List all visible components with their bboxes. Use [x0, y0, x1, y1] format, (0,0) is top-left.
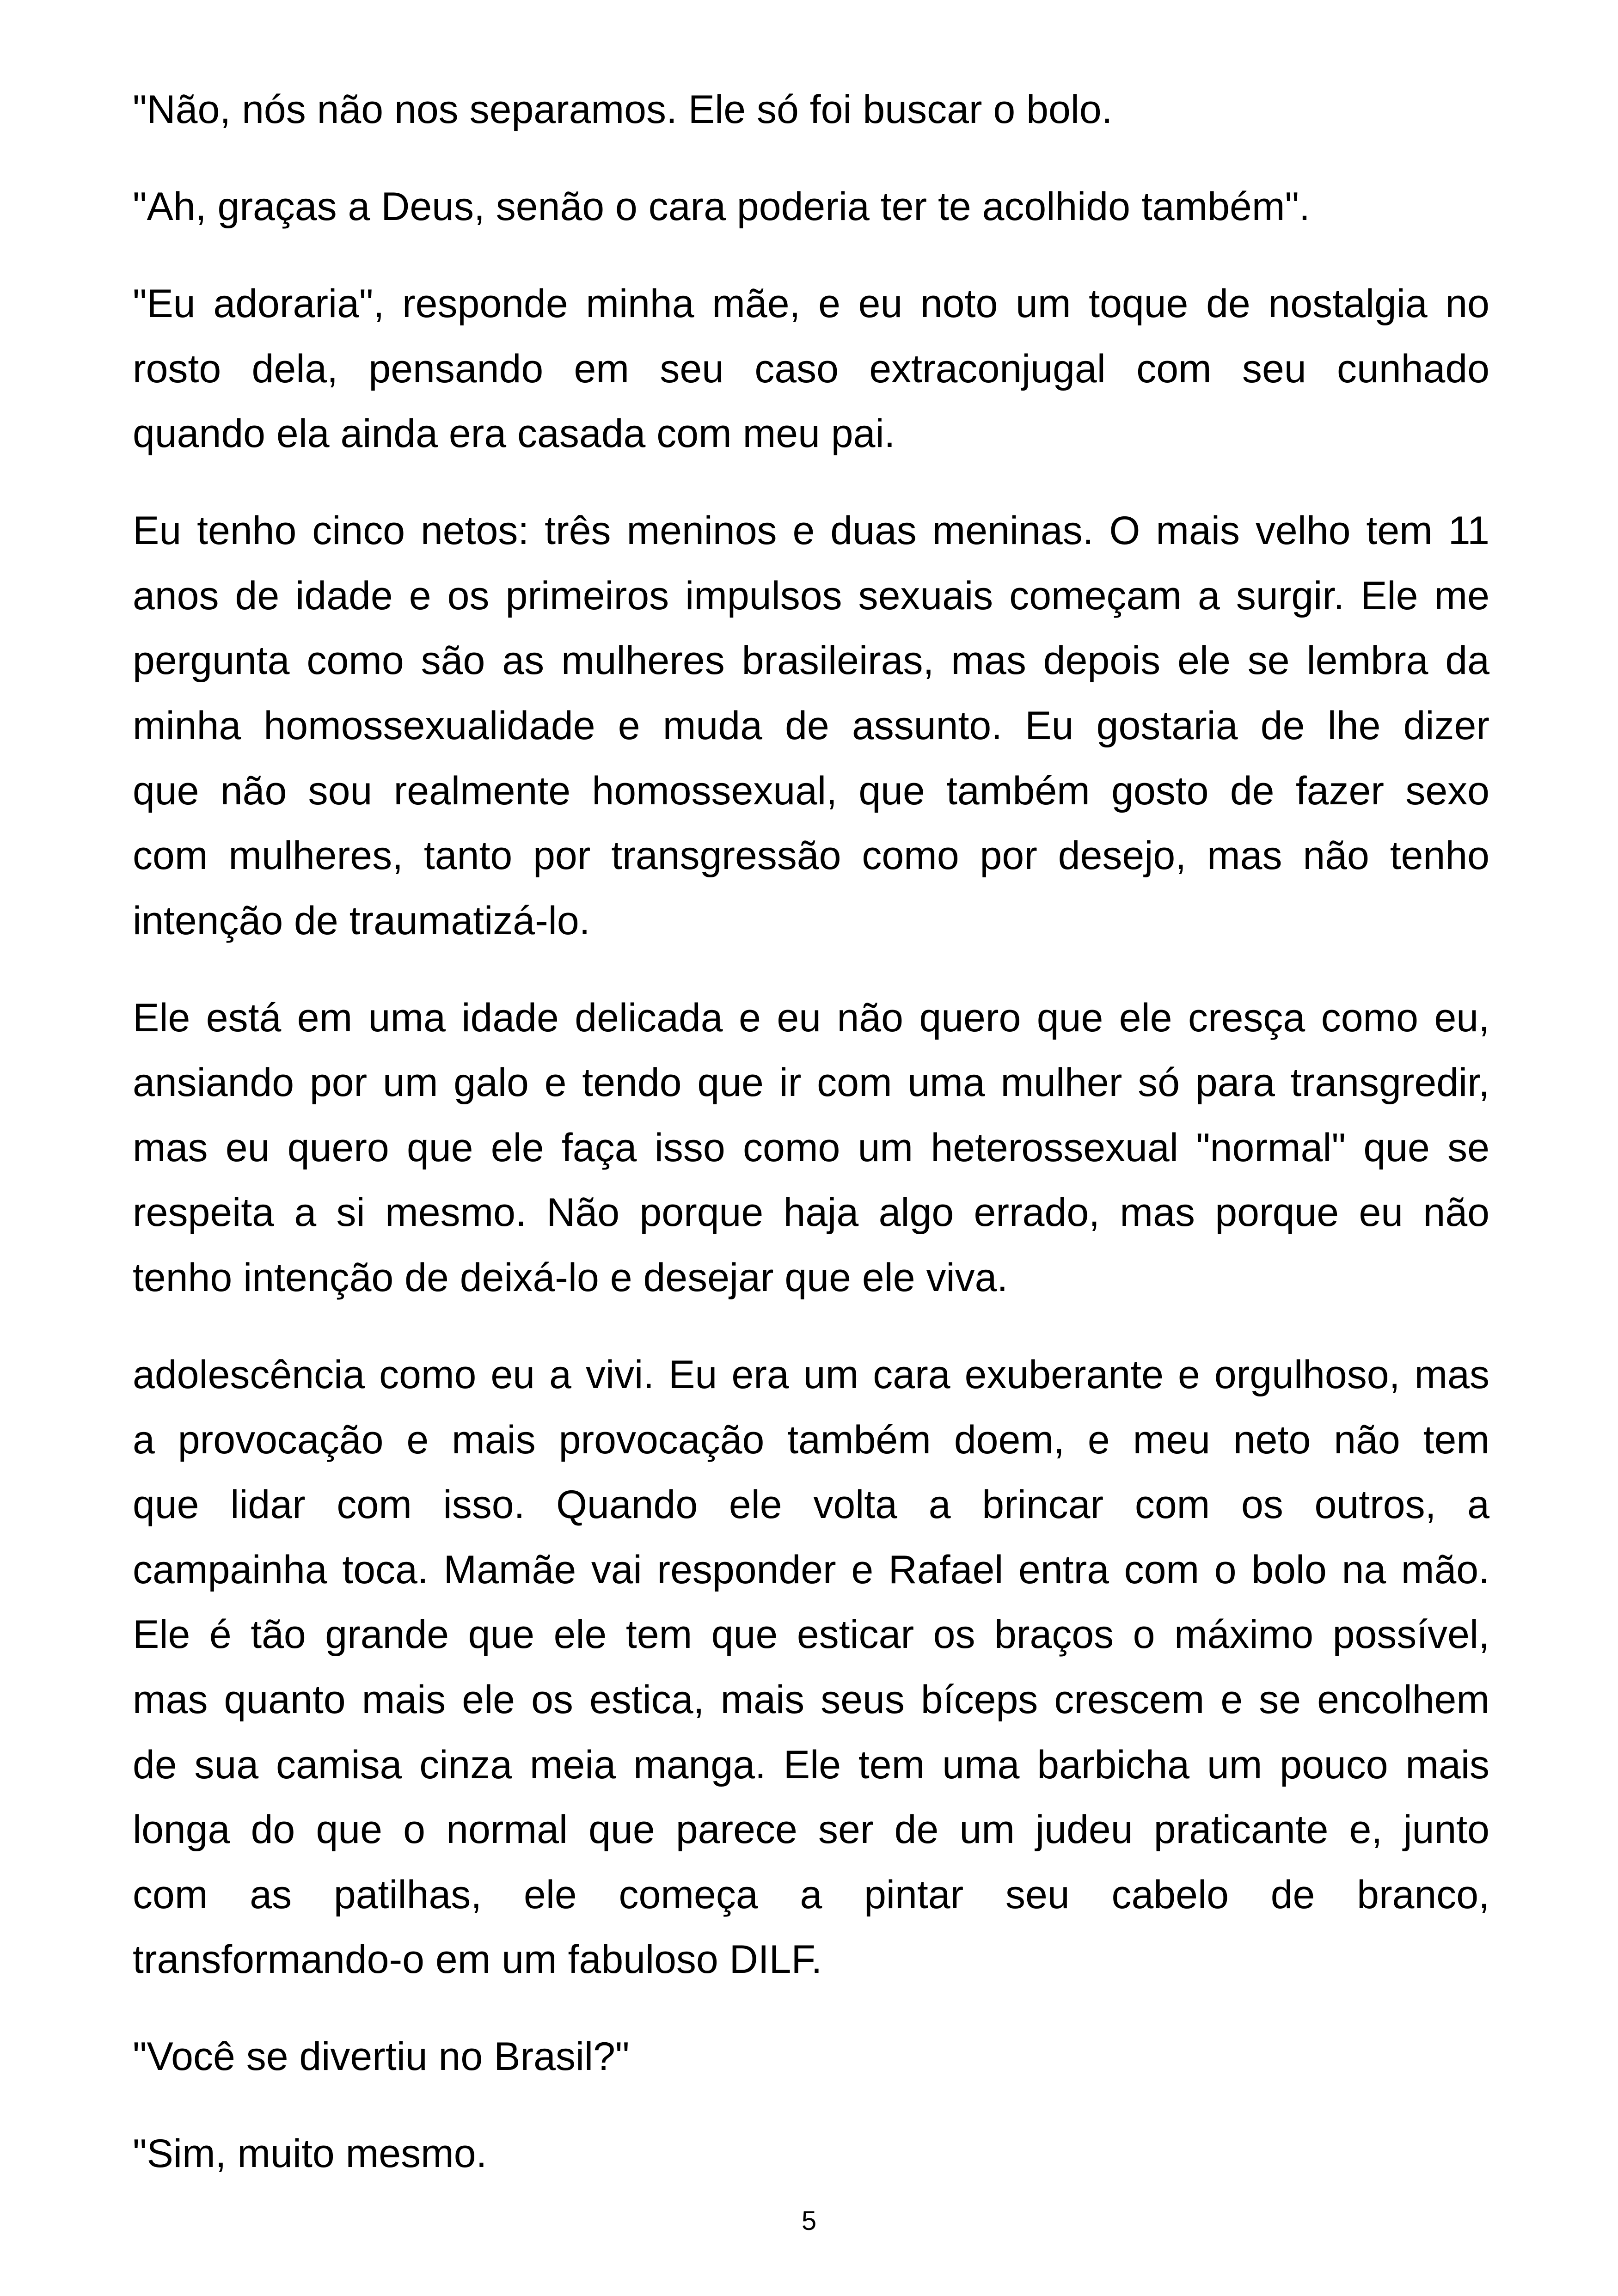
text-line: Ele é tão grande que ele tem que esticar os braços o máximo possível,	[133, 1612, 1489, 1657]
text-line: de sua camisa cinza meia manga. Ele tem uma barbicha um pouco mais	[133, 1742, 1489, 1787]
text-line: com mulheres, tanto por transgressão como por desejo, mas não tenho	[133, 833, 1489, 878]
paragraph	[133, 986, 1489, 1310]
page-number: 5	[801, 2206, 817, 2236]
text-line: "Ah, graças a Deus, senão o cara poderia ter te acolhido também".	[133, 184, 1310, 229]
text-line: minha homossexualidade e muda de assunto. Eu gostaria de lhe dizer	[133, 703, 1489, 748]
text-line: quando ela ainda era casada com meu pai.	[133, 411, 895, 456]
text-line: que não sou realmente homossexual, que também gosto de fazer sexo	[133, 768, 1489, 813]
paragraph	[133, 498, 1489, 953]
paragraph	[133, 77, 1489, 142]
text-line: tenho intenção de deixá-lo e desejar que ele viva.	[133, 1255, 1008, 1300]
text-line: longa do que o normal que parece ser de um judeu praticante e, junto	[133, 1807, 1489, 1852]
text-line: Ele está em uma idade delicada e eu não quero que ele cresça como eu,	[133, 995, 1489, 1040]
text-line: "Não, nós não nos separamos. Ele só foi buscar o bolo.	[133, 87, 1113, 132]
text-line: transformando-o em um fabuloso DILF.	[133, 1937, 822, 1982]
text-line: pergunta como são as mulheres brasileiras, mas depois ele se lembra da	[133, 638, 1489, 683]
paragraph	[133, 174, 1489, 239]
paragraph	[133, 1342, 1489, 1992]
text-line: mas eu quero que ele faça isso como um heterossexual "normal" que se	[133, 1125, 1489, 1170]
text-line: que lidar com isso. Quando ele volta a brincar com os outros, a	[133, 1482, 1489, 1527]
text-line: ansiando por um galo e tendo que ir com uma mulher só para transgredir,	[133, 1060, 1489, 1105]
text-line: intenção de traumatizá-lo.	[133, 898, 590, 943]
text-line: rosto dela, pensando em seu caso extraconjugal com seu cunhado	[133, 346, 1489, 391]
text-line: respeita a si mesmo. Não porque haja algo errado, mas porque eu não	[133, 1190, 1489, 1235]
text-line: com as patilhas, ele começa a pintar seu cabelo de branco,	[133, 1872, 1489, 1917]
paragraph	[133, 2121, 1489, 2186]
text-line: adolescência como eu a vivi. Eu era um cara exuberante e orgulhoso, mas	[133, 1353, 1489, 1397]
text-line: a provocação e mais provocação também doem, e meu neto não tem	[133, 1417, 1489, 1462]
paragraph	[133, 271, 1489, 466]
text-line: "Eu adoraria", responde minha mãe, e eu noto um toque de nostalgia no	[133, 281, 1489, 326]
text-line: "Sim, muito mesmo.	[133, 2131, 487, 2176]
text-line: campainha toca. Mamãe vai responder e Rafael entra com o bolo na mão.	[133, 1547, 1489, 1592]
text-line: Eu tenho cinco netos: três meninos e duas meninas. O mais velho tem 11	[133, 508, 1489, 553]
paragraph	[133, 2024, 1489, 2089]
document-body	[133, 77, 1489, 2218]
text-line: mas quanto mais ele os estica, mais seus bíceps crescem e se encolhem	[133, 1678, 1489, 1722]
text-line: anos de idade e os primeiros impulsos sexuais começam a surgir. Ele me	[133, 573, 1489, 618]
text-line: "Você se divertiu no Brasil?"	[133, 2034, 630, 2079]
